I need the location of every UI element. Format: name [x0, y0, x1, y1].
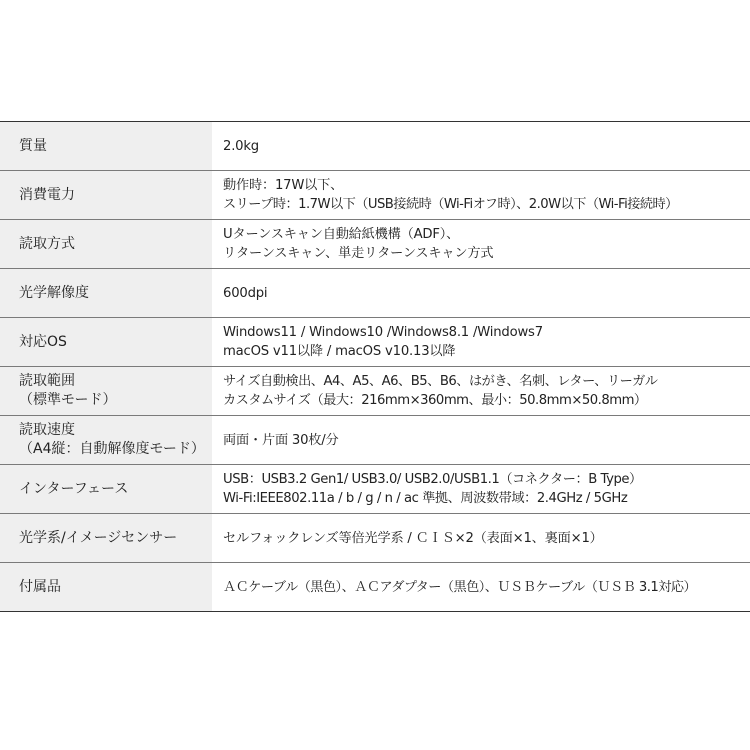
spec-label-text: 読取範囲	[19, 373, 75, 389]
spec-label-text: 読取速度	[19, 422, 75, 438]
spec-row-optical-resolution	[0, 269, 750, 318]
spec-label	[0, 171, 212, 219]
spec-value	[212, 514, 750, 562]
spec-value	[212, 269, 750, 317]
spec-label	[0, 269, 212, 317]
spec-value-text: 600dpi	[223, 285, 268, 301]
spec-value-text: Windows11 / Windows10 /Windows8.1 /Windows7	[223, 325, 543, 340]
spec-value-text: スリープ時：1.7W以下（USB接続時（Wi-Fiオフ時）、2.0W以下（Wi-Fi接続時）	[223, 197, 678, 212]
spec-value-text: macOS v11以降 / macOS v10.13以降	[223, 344, 456, 359]
spec-value-text: Wi-Fi:IEEE802.11a / b / g / n / ac 準拠、周波数帯域：2.4GHz / 5GHz	[223, 491, 628, 506]
spec-label-text: 光学系/イメージセンサー	[19, 529, 178, 546]
spec-value	[212, 318, 750, 366]
spec-label	[0, 318, 212, 366]
spec-label-text: 付属品	[19, 578, 61, 595]
spec-value	[212, 563, 750, 611]
spec-label-text: 対応OS	[19, 333, 67, 350]
spec-table	[0, 121, 750, 612]
spec-label	[0, 122, 212, 170]
spec-value-text: USB：USB3.2 Gen1/ USB3.0/ USB2.0/USB1.1（コネクター：B Type）	[223, 472, 642, 487]
spec-value-text: サイズ自動検出、A4、A5、A6、B5、B6、はがき、名刺、レター、リーガル	[223, 374, 658, 389]
spec-value-text: セルフォックレンズ等倍光学系 / ＣＩＳ×2（表面×1、裏面×1）	[223, 530, 603, 546]
spec-label-text: 質量	[19, 137, 47, 154]
spec-value-text: カスタムサイズ（最大：216mm×360mm、最小：50.8mm×50.8mm）	[223, 393, 647, 408]
spec-row-scan-method	[0, 220, 750, 269]
spec-value-text: 動作時：17W以下、	[223, 178, 344, 193]
spec-row-scan-speed	[0, 416, 750, 465]
spec-value-text: Uターンスキャン自動給紙機構（ADF）、	[223, 227, 460, 242]
spec-row-scan-range	[0, 367, 750, 416]
spec-label	[0, 563, 212, 611]
spec-value	[212, 416, 750, 464]
spec-value	[212, 367, 750, 415]
spec-value	[212, 220, 750, 268]
spec-row-interface	[0, 465, 750, 514]
spec-label-text: （A4縦：自動解像度モード）	[19, 441, 205, 457]
spec-row-accessories	[0, 563, 750, 612]
spec-value-text: 2.0kg	[223, 138, 259, 154]
spec-value-text: ＡＣケーブル（黒色）、ＡＣアダプター（黒色）、ＵＳＢケーブル（ＵＳＢ 3.1対応）	[223, 579, 697, 595]
spec-label-text: インターフェース	[19, 480, 129, 497]
spec-row-supported-os	[0, 318, 750, 367]
spec-label-text: 消費電力	[19, 186, 75, 203]
spec-row-optics-image-sensor	[0, 514, 750, 563]
spec-label	[0, 514, 212, 562]
spec-label	[0, 416, 212, 464]
spec-label	[0, 465, 212, 513]
spec-label-text: （標準モード）	[19, 392, 117, 408]
spec-label-text: 光学解像度	[19, 284, 89, 301]
spec-value-text: リターンスキャン、単走リターンスキャン方式	[223, 246, 494, 261]
spec-value-text: 両面・片面 30枚/分	[223, 432, 339, 448]
spec-row-power-consumption	[0, 171, 750, 220]
spec-label	[0, 220, 212, 268]
spec-label-text: 読取方式	[19, 235, 75, 252]
spec-value	[212, 122, 750, 170]
spec-label	[0, 367, 212, 415]
spec-value	[212, 465, 750, 513]
spec-row-weight	[0, 122, 750, 171]
spec-value	[212, 171, 750, 219]
